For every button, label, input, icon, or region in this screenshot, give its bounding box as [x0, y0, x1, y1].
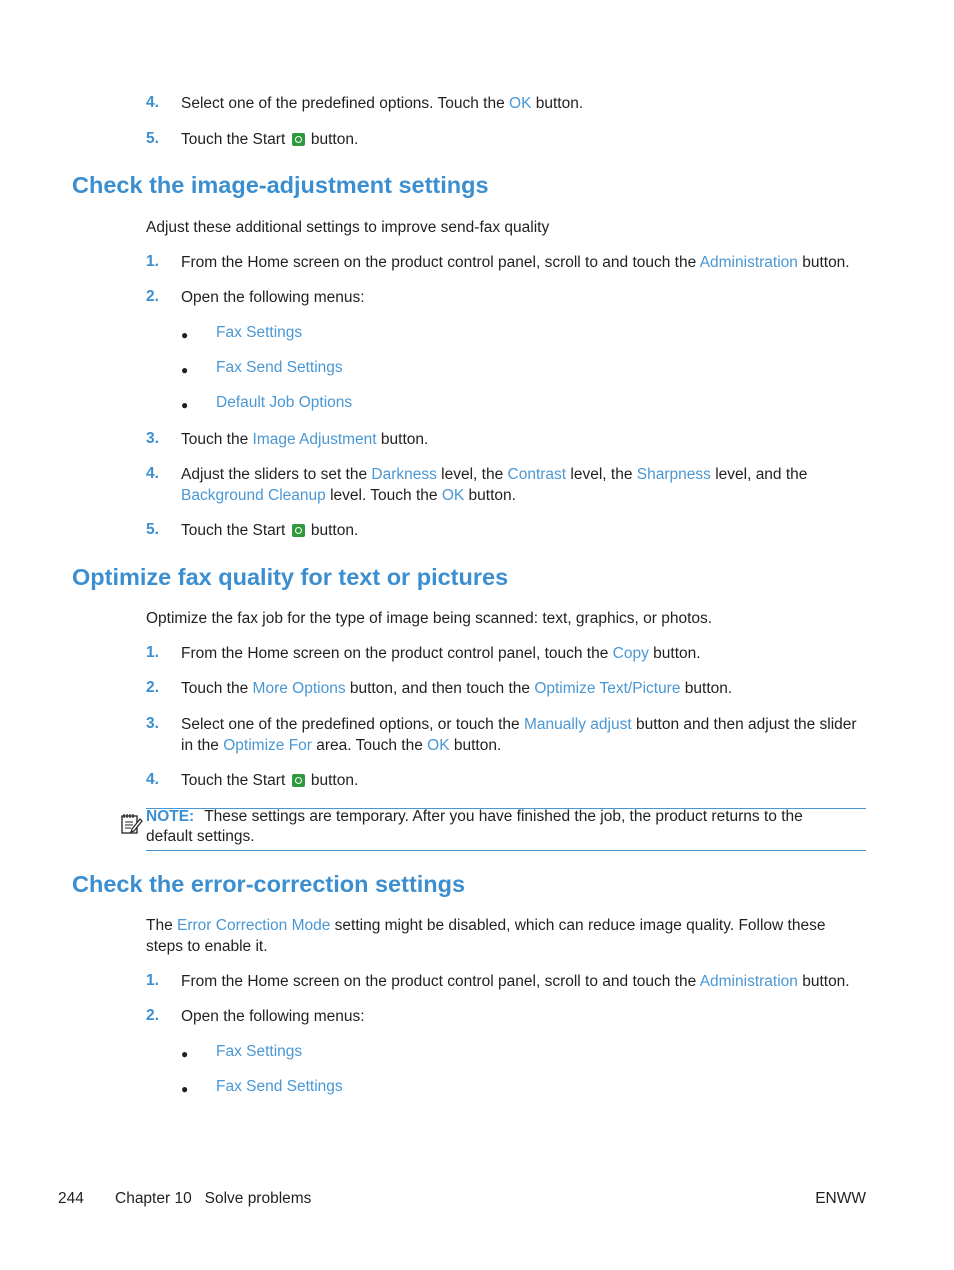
text-run: From the Home screen on the product control panel, scroll to and touch the [181, 254, 700, 271]
bullet-icon: ● [181, 328, 189, 342]
ok-term: OK [509, 95, 532, 112]
administration-term: Administration [699, 973, 798, 990]
bullet-icon: ● [181, 1082, 189, 1096]
step-number: 1. [146, 644, 159, 661]
note-bottom-rule [146, 850, 866, 851]
text-run: button. [306, 522, 359, 539]
step-text [181, 252, 850, 273]
menu-item: Fax Settings [216, 1043, 303, 1060]
text-run: Touch the Start [181, 772, 290, 789]
sharpness-term: Sharpness [636, 466, 711, 483]
menu-item: Fax Send Settings [216, 359, 343, 376]
text-run: setting might be disabled, which can reduce image quality. Follow these [330, 917, 826, 934]
page-number: 244 [58, 1190, 84, 1207]
section-heading: Check the image-adjustment settings [72, 172, 489, 198]
text-run: button. [449, 737, 502, 754]
step-number: 4. [146, 94, 159, 111]
step-text [181, 520, 358, 541]
contrast-term: Contrast [507, 466, 567, 483]
bullet-icon: ● [181, 398, 189, 412]
step-text: Open the following menus: [181, 289, 365, 306]
text-run: Touch the [181, 431, 253, 448]
start-button-icon [292, 133, 305, 146]
bullet-icon: ● [181, 363, 189, 377]
start-button-icon [292, 774, 305, 787]
step-number: 2. [146, 1007, 159, 1024]
text-run: level. Touch the [325, 487, 442, 504]
text-run: Touch the Start [181, 131, 290, 148]
step-text [181, 93, 583, 114]
text-run: button and then adjust the slider [631, 716, 857, 733]
ok-term: OK [441, 487, 465, 504]
darkness-term: Darkness [371, 466, 437, 483]
step-text [181, 643, 701, 664]
section-intro: Adjust these additional settings to improve send-fax quality [146, 219, 550, 236]
text-run: button. [648, 645, 701, 662]
text-run: Adjust the sliders to set the [181, 466, 372, 483]
text-run: These settings are temporary. After you have finished the job, the product returns to the [204, 808, 803, 825]
text-run: Select one of the predefined options, or touch the [181, 716, 524, 733]
text-run: From the Home screen on the product control panel, scroll to and touch the [181, 973, 700, 990]
step-number: 2. [146, 288, 159, 305]
step-number: 3. [146, 430, 159, 447]
step-text [181, 714, 857, 735]
section-intro [146, 915, 825, 936]
text-run: area. Touch the [311, 737, 428, 754]
menu-item: Default Job Options [216, 394, 353, 411]
step-text [181, 464, 807, 485]
chapter-label: Chapter 10 Solve problems [115, 1190, 312, 1207]
more-options-term: More Options [252, 680, 346, 697]
menu-item: Fax Settings [216, 324, 303, 341]
step-text [181, 129, 358, 150]
text-run: button. [306, 131, 359, 148]
section-intro: Optimize the fax job for the type of image being scanned: text, graphics, or photos. [146, 610, 713, 627]
text-run: button. [464, 487, 516, 504]
background-cleanup-term: Background Cleanup [181, 487, 326, 504]
error-correction-mode-term: Error Correction Mode [177, 917, 331, 934]
text-run: The [146, 917, 178, 934]
optimize-text-picture-term: Optimize Text/Picture [534, 680, 681, 697]
text-run: Select one of the predefined options. Touch the [181, 95, 510, 112]
bullet-icon: ● [181, 1047, 189, 1061]
text-run: button. [306, 772, 359, 789]
text-run: button, and then touch the [345, 680, 535, 697]
administration-term: Administration [699, 254, 798, 271]
note-text-continued: default settings. [146, 828, 255, 845]
step-number: 2. [146, 679, 159, 696]
step-text [181, 770, 358, 791]
text-run: From the Home screen on the product control panel, touch the [181, 645, 613, 662]
menu-item: Fax Send Settings [216, 1078, 343, 1095]
section-heading: Check the error-correction settings [72, 871, 466, 897]
section-heading: Optimize fax quality for text or pictures [72, 564, 509, 590]
text-run: level, and the [710, 466, 808, 483]
ok-term: OK [427, 737, 450, 754]
manually-adjust-term: Manually adjust [523, 716, 632, 733]
step-text: Open the following menus: [181, 1008, 365, 1025]
text-run: in the [181, 737, 224, 754]
step-number: 1. [146, 972, 159, 989]
image-adjustment-term: Image Adjustment [252, 431, 377, 448]
text-run: button. [531, 95, 584, 112]
step-text [181, 429, 428, 450]
text-run: level, the [436, 466, 508, 483]
optimize-for-term: Optimize For [223, 737, 312, 754]
text-run: button. [680, 680, 733, 697]
copy-term: Copy [612, 645, 649, 662]
note-label: NOTE: [146, 808, 195, 825]
note-text [146, 806, 803, 827]
text-run: level, the [566, 466, 637, 483]
step-number: 3. [146, 715, 159, 732]
step-number: 5. [146, 521, 159, 538]
step-text-continued [181, 735, 501, 756]
note-pad-icon [119, 811, 143, 835]
section-intro-continued: steps to enable it. [146, 938, 268, 955]
text-run: Touch the Start [181, 522, 290, 539]
step-text-continued [181, 485, 516, 506]
step-text [181, 678, 732, 699]
footer-right-label: ENWW [815, 1190, 866, 1207]
step-number: 4. [146, 771, 159, 788]
text-run: button. [797, 254, 850, 271]
step-number: 5. [146, 130, 159, 147]
text-run: button. [376, 431, 429, 448]
step-number: 4. [146, 465, 159, 482]
start-button-icon [292, 524, 305, 537]
text-run: Touch the [181, 680, 253, 697]
step-text [181, 971, 850, 992]
step-number: 1. [146, 253, 159, 270]
text-run: button. [797, 973, 850, 990]
